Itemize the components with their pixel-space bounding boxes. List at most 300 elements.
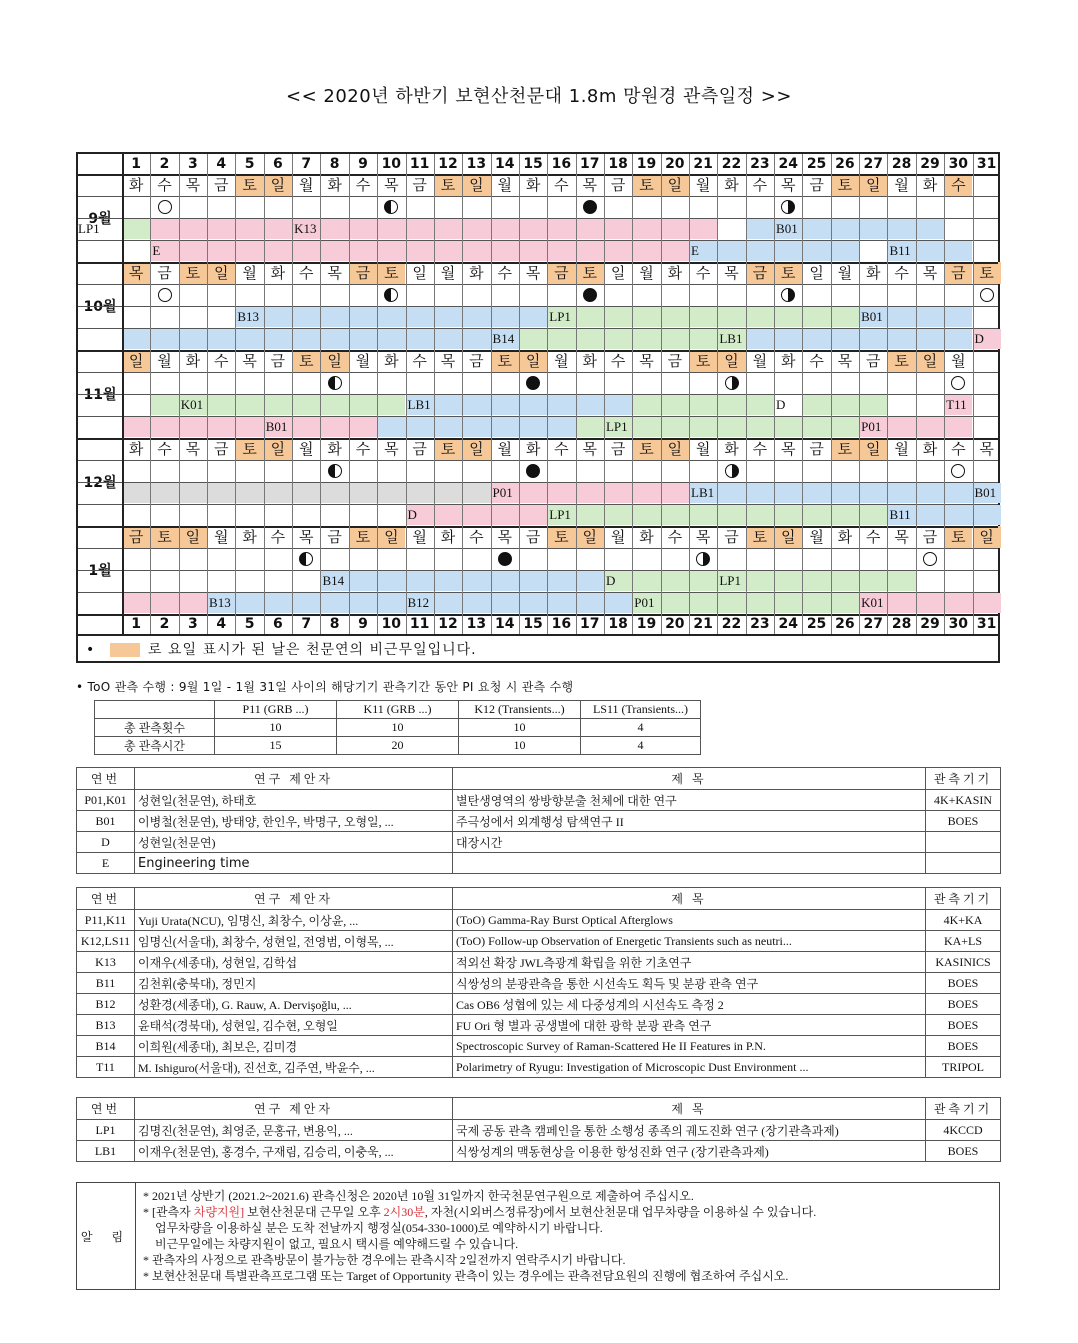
notice-text: 보현산천문대 근무일 오후 bbox=[244, 1205, 384, 1219]
schedule-label: B13 bbox=[209, 595, 231, 610]
column-header: 연번 bbox=[77, 1098, 135, 1120]
instrument-cell: 4K+KA bbox=[926, 910, 1001, 931]
month-label: 1월 bbox=[88, 563, 112, 579]
weekday-cell: 토 bbox=[491, 350, 519, 372]
instrument-cell: BOES bbox=[926, 994, 1001, 1015]
weekday-cell: 일 bbox=[859, 438, 887, 460]
table-row bbox=[77, 952, 1001, 973]
day-number: 20 bbox=[665, 156, 685, 172]
weekday-cell: 수 bbox=[554, 440, 569, 458]
moon-phase-full-icon bbox=[158, 288, 172, 302]
project-title-cell: 적외선 확장 JWL측광계 확립을 위한 기초연구 bbox=[453, 952, 926, 973]
notice-highlight: 차량지원] bbox=[193, 1205, 245, 1219]
weekday-cell: 화 bbox=[327, 440, 342, 458]
weekday-cell: 토 bbox=[179, 262, 207, 284]
day-number: 28 bbox=[891, 156, 912, 172]
schedule-label: LB1 bbox=[719, 331, 743, 346]
day-number: 12 bbox=[438, 616, 458, 632]
weekday-cell: 월 bbox=[299, 440, 314, 458]
grid-line bbox=[122, 154, 124, 634]
day-number: 29 bbox=[920, 156, 940, 172]
weekday-cell: 목 bbox=[497, 528, 512, 546]
weekday-cell: 일 bbox=[377, 526, 405, 548]
weekday-cell: 토 bbox=[434, 438, 462, 460]
weekday-cell: 수 bbox=[157, 176, 172, 194]
table-row bbox=[77, 1120, 1001, 1141]
weekday-cell: 일 bbox=[320, 350, 348, 372]
weekday-cell: 월 bbox=[157, 352, 172, 370]
weekday-cell: 수 bbox=[355, 440, 371, 458]
schedule-label: B14 bbox=[492, 331, 515, 346]
weekday-cell: 목 bbox=[327, 264, 342, 282]
too-cell: 10 bbox=[215, 719, 337, 737]
weekday-cell: 화 bbox=[724, 176, 739, 194]
row-id-cell: B11 bbox=[77, 973, 135, 994]
weekday-cell: 수 bbox=[752, 176, 768, 194]
table-row bbox=[77, 994, 1001, 1015]
grid-line bbox=[632, 154, 633, 634]
notice-line: * 2021년 상반기 (2021.2~2021.6) 관측신청은 2020년 10월 31일까지 한국천문연구원으로 제출하여 주십시오. bbox=[143, 1189, 694, 1203]
proposer-cell: 성현일(천문연) bbox=[135, 832, 453, 853]
weekday-cell: 월 bbox=[837, 264, 853, 282]
weekday-cell: 토 bbox=[235, 438, 263, 460]
day-number: 13 bbox=[466, 156, 487, 172]
month-label: 9월 bbox=[88, 211, 112, 227]
too-note: • ToO 관측 수행 : 9월 1일 - 1월 31일 사이의 해당기기 관측기간 동안 PI 요청 시 관측 수행 bbox=[76, 680, 574, 694]
day-number: 12 bbox=[438, 156, 458, 172]
schedule-label: B13 bbox=[237, 309, 260, 324]
column-header: 관측기기 bbox=[926, 1098, 1001, 1120]
weekday-cell: 화 bbox=[469, 264, 484, 282]
weekday-cell: 토 bbox=[434, 174, 462, 196]
grid-line bbox=[264, 154, 265, 634]
grid-line bbox=[150, 154, 151, 634]
schedule-label: B11 bbox=[889, 243, 911, 258]
schedule-bar bbox=[802, 395, 887, 415]
weekday-cell: 수 bbox=[355, 176, 371, 194]
table-row bbox=[77, 1015, 1001, 1036]
project-title-cell: Cas OB6 성협에 있는 세 다중성계의 시선속도 측정 2 bbox=[453, 994, 926, 1015]
row-id-cell: B12 bbox=[77, 994, 135, 1015]
day-number: 2 bbox=[159, 156, 170, 172]
proposer-cell: 김명진(천문연), 최영준, 문홍규, 변용익, ... bbox=[135, 1120, 453, 1141]
weekday-cell: 일 bbox=[122, 350, 150, 372]
weekday-cell: 목 bbox=[384, 440, 399, 458]
schedule-label: P01 bbox=[861, 419, 882, 434]
notice-text: , 자천(시외버스정류장)에서 보현산천문대 업무차량을 이용하실 수 있습니다. bbox=[424, 1205, 817, 1219]
project-title-cell: 식쌍성계의 맥동현상을 이용한 항성진화 연구 (장기관측과제) bbox=[453, 1141, 926, 1162]
grid-line bbox=[406, 154, 407, 634]
day-number: 5 bbox=[244, 616, 255, 632]
notice-text: * [관측자 bbox=[143, 1205, 194, 1219]
table-row bbox=[77, 832, 1001, 853]
day-number: 20 bbox=[665, 616, 685, 632]
weekday-cell: 일 bbox=[264, 174, 292, 196]
weekday-cell: 목 bbox=[922, 264, 938, 282]
notice-line: 업무차량을 이용하실 분은 도착 전날까지 행정실(054-330-1000)로 예약하시기 바랍니다. bbox=[155, 1221, 603, 1235]
proposer-cell: 이재우(세종대), 성현일, 김학섭 bbox=[135, 952, 453, 973]
legend bbox=[78, 639, 998, 661]
weekday-cell: 금 bbox=[610, 176, 626, 194]
day-number: 6 bbox=[273, 616, 283, 632]
schedule-bar bbox=[377, 417, 575, 437]
moon-phase-last-icon bbox=[299, 552, 313, 566]
too-header-cell: P11 (GRB ...) bbox=[215, 701, 337, 719]
schedule-label: B11 bbox=[889, 507, 911, 522]
day-number: 26 bbox=[835, 616, 855, 632]
schedule-bar bbox=[150, 241, 689, 261]
day-number: 11 bbox=[409, 616, 430, 632]
day-number: 14 bbox=[494, 616, 515, 632]
moon-phase-last-icon bbox=[328, 376, 342, 390]
table-row bbox=[77, 931, 1001, 952]
schedule-label: D bbox=[974, 331, 984, 346]
weekday-cell: 금 bbox=[327, 528, 342, 546]
grid-line bbox=[576, 154, 577, 634]
schedule-bar bbox=[122, 219, 150, 239]
grid-line bbox=[292, 154, 293, 634]
day-number: 19 bbox=[636, 616, 657, 632]
weekday-cell: 수 bbox=[554, 176, 569, 194]
grid-line bbox=[774, 154, 775, 634]
weekday-cell: 금 bbox=[349, 262, 377, 284]
weekday-cell: 화 bbox=[327, 176, 342, 194]
weekday-cell: 목 bbox=[122, 262, 150, 284]
table-row bbox=[77, 1141, 1001, 1162]
notice-label: 알 림 bbox=[77, 1183, 136, 1289]
weekday-cell: 화 bbox=[384, 352, 399, 370]
moon-phase-first-icon bbox=[725, 376, 739, 390]
proposer-cell: 성현일(천문연), 하태호 bbox=[135, 790, 453, 811]
weekday-cell: 화 bbox=[525, 176, 541, 194]
day-number: 3 bbox=[187, 156, 198, 172]
weekday-cell: 토 bbox=[150, 526, 178, 548]
weekday-cell: 토 bbox=[831, 438, 859, 460]
weekday-cell: 금 bbox=[213, 176, 229, 194]
day-number: 18 bbox=[608, 156, 628, 172]
weekday-cell: 월 bbox=[299, 176, 314, 194]
project-title-cell: 주극성에서 외계행성 탐색연구 II bbox=[453, 811, 926, 832]
day-number: 1 bbox=[131, 616, 142, 632]
day-number: 4 bbox=[216, 156, 227, 172]
weekday-cell: 토 bbox=[831, 174, 859, 196]
day-number: 31 bbox=[976, 156, 997, 172]
weekday-cell: 목 bbox=[695, 528, 711, 546]
day-number: 29 bbox=[920, 616, 940, 632]
weekday-cell: 수 bbox=[894, 264, 909, 282]
grid-line bbox=[717, 154, 718, 634]
day-number: 22 bbox=[721, 156, 742, 172]
column-header: 관측기기 bbox=[926, 888, 1001, 910]
weekday-cell: 월 bbox=[809, 528, 824, 546]
day-number: 10 bbox=[381, 156, 402, 172]
weekday-cell: 금 bbox=[122, 526, 150, 548]
row-id-cell: D bbox=[77, 832, 135, 853]
weekday-cell: 월 bbox=[355, 352, 371, 370]
weekday-cell: 목 bbox=[582, 176, 598, 194]
schedule-label: D bbox=[776, 397, 786, 412]
project-title-cell: Polarimetry of Ryugu: Investigation of Microscopic Dust Environment ... bbox=[453, 1057, 926, 1078]
project-title-cell bbox=[453, 853, 926, 874]
instrument-cell: KA+LS bbox=[926, 931, 1001, 952]
day-number: 10 bbox=[381, 616, 402, 632]
moon-phase-first-icon bbox=[781, 200, 795, 214]
grid-line bbox=[859, 154, 860, 634]
too-header-cell bbox=[95, 701, 215, 719]
proposer-cell: 임명신(서울대), 최창수, 성현일, 전영범, 이형목, ... bbox=[135, 931, 453, 952]
weekday-cell: 수 bbox=[270, 528, 286, 546]
weekday-cell: 월 bbox=[412, 528, 427, 546]
grid-line bbox=[661, 154, 662, 634]
weekday-cell: 금 bbox=[809, 440, 824, 458]
schedule-label: E bbox=[152, 243, 161, 258]
weekday-cell: 금 bbox=[724, 528, 739, 546]
day-number: 16 bbox=[551, 156, 572, 172]
day-number: 17 bbox=[580, 156, 600, 172]
project-title-cell: (ToO) Gamma-Ray Burst Optical Afterglows bbox=[453, 910, 926, 931]
schedule-label: D bbox=[407, 507, 417, 522]
instrument-cell: BOES bbox=[926, 1141, 1001, 1162]
moon-phase-full-icon bbox=[951, 376, 965, 390]
moon-phase-first-icon bbox=[725, 464, 739, 478]
weekday-cell: 목 bbox=[242, 352, 257, 370]
weekday-cell: 월 bbox=[497, 440, 512, 458]
project-title-cell: (ToO) Follow-up Observation of Energetic Transients such as neutri... bbox=[453, 931, 926, 952]
row-id-cell: P01,K01 bbox=[77, 790, 135, 811]
moon-phase-new-icon bbox=[583, 288, 597, 302]
weekday-cell: 월 bbox=[213, 528, 229, 546]
table-header-row bbox=[77, 888, 1001, 910]
day-number: 17 bbox=[580, 616, 600, 632]
schedule-label: LP1 bbox=[605, 419, 628, 434]
table-row bbox=[77, 910, 1001, 931]
table-row bbox=[77, 853, 1001, 874]
weekday-cell: 수 bbox=[752, 440, 768, 458]
weekday-cell: 금 bbox=[412, 176, 427, 194]
row-id-cell: B01 bbox=[77, 811, 135, 832]
weekday-cell: 목 bbox=[299, 528, 314, 546]
weekday-cell: 일 bbox=[610, 264, 626, 282]
table-row bbox=[95, 737, 701, 755]
table-header-row bbox=[77, 768, 1001, 790]
weekday-cell: 화 bbox=[525, 440, 541, 458]
project-title-cell: Spectroscopic Survey of Raman-Scattered He II Features in P.N. bbox=[453, 1036, 926, 1057]
grid-line bbox=[973, 154, 974, 634]
weekday-cell: 월 bbox=[695, 440, 711, 458]
schedule-label: LB1 bbox=[691, 485, 715, 500]
weekday-cell: 월 bbox=[610, 528, 626, 546]
day-number: 8 bbox=[329, 156, 340, 172]
project-title-cell: 식쌍성의 분광관측을 통한 시선속도 획득 및 분광 관측 연구 bbox=[453, 973, 926, 994]
weekday-cell: 수 bbox=[695, 264, 711, 282]
grid-line bbox=[207, 154, 208, 634]
table-row bbox=[95, 719, 701, 737]
proposer-cell: Yuji Urata(NCU), 임명신, 최창수, 이상윤, ... bbox=[135, 910, 453, 931]
too-cell: 4 bbox=[581, 719, 701, 737]
weekday-cell: 금 bbox=[667, 352, 683, 370]
day-number: 8 bbox=[329, 616, 340, 632]
weekday-cell: 금 bbox=[547, 262, 575, 284]
day-number: 22 bbox=[721, 616, 742, 632]
schedule-label: P01 bbox=[634, 595, 655, 610]
day-number: 24 bbox=[778, 616, 798, 632]
schedule-label: E bbox=[691, 243, 699, 258]
row-id-cell: K12,LS11 bbox=[77, 931, 135, 952]
instrument-cell: BOES bbox=[926, 1036, 1001, 1057]
too-cell: 10 bbox=[459, 737, 581, 755]
weekday-cell: 화 bbox=[866, 264, 881, 282]
legend-text: 로 요일 표시가 된 날은 천문연의 비근무일입니다. bbox=[148, 642, 477, 658]
instrument-cell: TRIPOL bbox=[926, 1057, 1001, 1078]
schedule-bar bbox=[406, 505, 548, 525]
proposer-cell: 이희원(세종대), 최보은, 김미경 bbox=[135, 1036, 453, 1057]
day-number: 1 bbox=[131, 156, 142, 172]
schedule-label: LP1 bbox=[719, 573, 742, 588]
weekday-cell: 금 bbox=[922, 528, 938, 546]
grid-line bbox=[349, 154, 350, 634]
weekday-cell: 토 bbox=[632, 174, 660, 196]
day-number: 21 bbox=[693, 156, 713, 172]
grid-line bbox=[462, 154, 463, 634]
moon-phase-new-icon bbox=[498, 552, 512, 566]
page-title: << 2020년 하반기 보현산천문대 1.8m 망원경 관측일정 >> bbox=[286, 86, 792, 107]
schedule-label: B01 bbox=[861, 309, 883, 324]
weekday-cell: 화 bbox=[639, 528, 654, 546]
legend-bullet: • bbox=[86, 642, 95, 658]
weekday-cell: 금 bbox=[610, 440, 626, 458]
schedule-label: B01 bbox=[265, 419, 288, 434]
month-label: 11월 bbox=[83, 387, 117, 403]
proposal-table-too bbox=[76, 887, 1001, 1078]
column-header: 연번 bbox=[77, 768, 135, 790]
too-header-cell: K12 (Transients...) bbox=[459, 701, 581, 719]
weekday-cell: 월 bbox=[894, 176, 909, 194]
weekday-cell: 화 bbox=[185, 352, 201, 370]
instrument-cell: BOES bbox=[926, 973, 1001, 994]
weekday-cell: 목 bbox=[724, 264, 739, 282]
table-row bbox=[77, 811, 1001, 832]
day-number: 27 bbox=[863, 616, 883, 632]
moon-phase-first-icon bbox=[781, 288, 795, 302]
weekday-cell: 화 bbox=[440, 528, 456, 546]
weekday-cell: 수 bbox=[610, 352, 626, 370]
weekday-cell: 토 bbox=[689, 350, 717, 372]
notice-box bbox=[76, 1182, 1000, 1290]
weekday-cell: 일 bbox=[661, 174, 689, 196]
schedule-label: LP1 bbox=[78, 221, 100, 236]
moon-phase-full-icon bbox=[923, 552, 937, 566]
weekday-cell: 월 bbox=[440, 264, 456, 282]
weekday-cell: 목 bbox=[894, 528, 909, 546]
weekday-cell: 금 bbox=[213, 440, 229, 458]
day-number: 5 bbox=[244, 156, 255, 172]
weekday-cell: 월 bbox=[894, 440, 909, 458]
weekday-cell: 수 bbox=[469, 528, 484, 546]
weekday-cell: 토 bbox=[944, 526, 972, 548]
schedule-label: T11 bbox=[946, 397, 967, 412]
too-cell: 20 bbox=[337, 737, 459, 755]
notice-line: * 관측자의 사정으로 관측방문이 불가능한 경우에는 관측시작 2일전까지 연락주시기 바랍니다. bbox=[143, 1253, 626, 1267]
schedule-label: B12 bbox=[407, 595, 430, 610]
grid-line bbox=[689, 154, 690, 634]
column-header: 연구 제안자 bbox=[135, 1098, 453, 1120]
moon-phase-new-icon bbox=[526, 376, 540, 390]
weekday-cell: 토 bbox=[547, 526, 575, 548]
schedule-label: P01 bbox=[492, 485, 513, 500]
weekday-cell: 일 bbox=[207, 262, 235, 284]
table-row bbox=[77, 1057, 1001, 1078]
notice-highlight: 2시30분 bbox=[383, 1205, 425, 1219]
weekday-cell: 수 bbox=[809, 352, 824, 370]
day-number: 11 bbox=[409, 156, 430, 172]
weekday-cell: 화 bbox=[837, 528, 853, 546]
weekday-cell: 수 bbox=[944, 174, 972, 196]
proposer-cell: 윤태석(경북대), 성현일, 김수현, 오형일 bbox=[135, 1015, 453, 1036]
day-number: 21 bbox=[693, 616, 713, 632]
column-header: 관측기기 bbox=[926, 768, 1001, 790]
weekday-cell: 일 bbox=[462, 438, 490, 460]
grid-line bbox=[434, 154, 435, 634]
row-id-cell: K13 bbox=[77, 952, 135, 973]
day-number: 28 bbox=[891, 616, 912, 632]
schedule-bar bbox=[491, 483, 689, 503]
day-number: 30 bbox=[948, 616, 969, 632]
weekday-cell: 화 bbox=[270, 264, 286, 282]
day-number: 2 bbox=[159, 616, 170, 632]
weekday-cell: 일 bbox=[519, 350, 547, 372]
moon-phase-last-icon bbox=[384, 200, 398, 214]
weekday-cell: 일 bbox=[462, 174, 490, 196]
day-number: 25 bbox=[806, 156, 827, 172]
weekday-cell: 월 bbox=[242, 264, 257, 282]
schedule-label: B01 bbox=[974, 485, 997, 500]
moon-phase-new-icon bbox=[526, 464, 540, 478]
weekday-cell: 화 bbox=[667, 264, 683, 282]
moon-phase-last-icon bbox=[328, 464, 342, 478]
instrument-cell: BOES bbox=[926, 811, 1001, 832]
weekday-cell: 목 bbox=[780, 440, 796, 458]
day-number: 15 bbox=[523, 616, 543, 632]
weekday-cell: 토 bbox=[632, 438, 660, 460]
day-number: 7 bbox=[301, 156, 312, 172]
project-title-cell: FU Ori 형 별과 공생별에 대한 광학 분광 관측 연구 bbox=[453, 1015, 926, 1036]
weekday-cell: 수 bbox=[667, 528, 683, 546]
schedule-bar bbox=[122, 593, 207, 613]
table-row bbox=[77, 790, 1001, 811]
weekday-cell: 금 bbox=[866, 352, 881, 370]
weekday-cell: 수 bbox=[866, 528, 881, 546]
table-row bbox=[77, 973, 1001, 994]
weekday-cell: 일 bbox=[717, 350, 745, 372]
day-number: 30 bbox=[948, 156, 969, 172]
weekday-cell: 월 bbox=[554, 352, 569, 370]
weekday-cell: 일 bbox=[973, 526, 1001, 548]
weekday-cell: 월 bbox=[639, 264, 654, 282]
schedule-label: B14 bbox=[322, 573, 345, 588]
weekday-cell: 화 bbox=[922, 440, 938, 458]
day-number: 3 bbox=[187, 616, 198, 632]
schedule-bar bbox=[717, 571, 915, 591]
proposer-cell: 성환경(세종대), G. Rauw, A. Dervişoğlu, ... bbox=[135, 994, 453, 1015]
weekday-cell: 금 bbox=[270, 352, 286, 370]
moon-phase-full-icon bbox=[980, 288, 994, 302]
notice-line bbox=[143, 1204, 993, 1220]
weekday-cell: 목 bbox=[185, 440, 201, 458]
weekday-cell: 화 bbox=[582, 352, 598, 370]
row-id-cell: LP1 bbox=[77, 1120, 135, 1141]
month-label: 10월 bbox=[83, 299, 117, 315]
weekday-cell: 일 bbox=[412, 264, 427, 282]
